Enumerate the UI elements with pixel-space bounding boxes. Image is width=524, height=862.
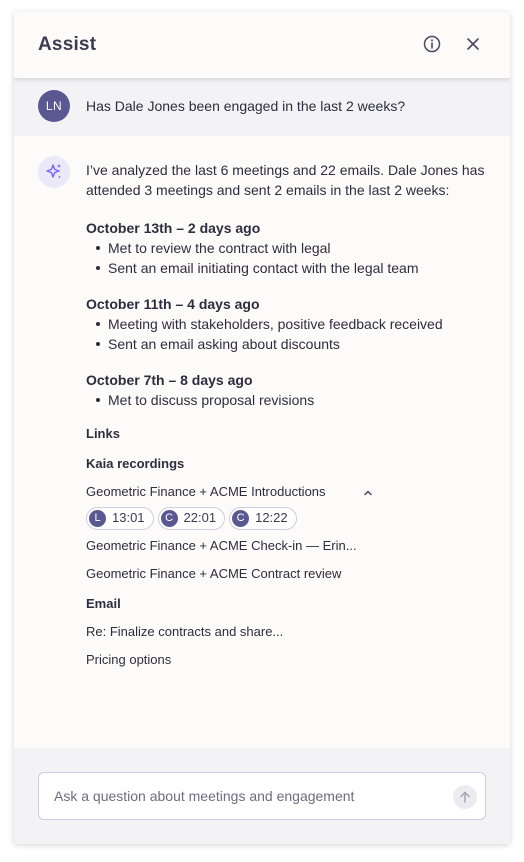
recording-link[interactable]: Geometric Finance + ACME Contract review xyxy=(86,566,342,581)
timestamp: 22:01 xyxy=(183,510,217,525)
timestamp-chip[interactable] xyxy=(158,507,226,530)
collapse-button[interactable] xyxy=(362,478,374,506)
panel-header xyxy=(14,12,510,78)
list-item: Meeting with stakeholders, positive feedback received xyxy=(94,314,486,334)
send-button[interactable] xyxy=(453,785,477,809)
assistant-answer xyxy=(14,136,510,748)
answer-body xyxy=(86,160,486,674)
list-item: Sent an email initiating contact with the legal team xyxy=(94,258,486,278)
bullet-list xyxy=(86,238,486,278)
speaker-badge: L xyxy=(89,510,106,527)
timestamp: 13:01 xyxy=(112,510,145,525)
info-button[interactable] xyxy=(420,32,444,56)
links-heading: Links xyxy=(86,426,120,441)
list-item: Sent an email asking about discounts xyxy=(94,334,486,354)
sparkle-icon xyxy=(44,162,64,182)
date-heading: October 11th – 4 days ago xyxy=(86,296,260,312)
recording-link[interactable]: Geometric Finance + ACME Check-in — Erin... xyxy=(86,538,357,553)
recordings-heading: Kaia recordings xyxy=(86,456,185,471)
speaker-badge: C xyxy=(161,510,178,527)
question-input[interactable] xyxy=(39,773,439,819)
timestamp: 12:22 xyxy=(255,510,288,525)
date-heading: October 7th – 8 days ago xyxy=(86,372,253,388)
recording-link[interactable] xyxy=(86,478,486,506)
answer-intro: I’ve analyzed the last 6 meetings and 22 emails. Dale Jones has attended 3 meetings and sent 2 emails in the last 2 weeks: xyxy=(86,162,485,198)
bullet-list xyxy=(86,390,486,410)
speaker-badge: C xyxy=(232,510,249,527)
question-input-box xyxy=(38,772,486,820)
avatar: LN xyxy=(38,90,70,122)
timestamp-chips xyxy=(86,504,486,532)
email-heading: Email xyxy=(86,596,121,611)
question-text: Has Dale Jones been engaged in the last 2 weeks? xyxy=(86,98,406,114)
date-group xyxy=(86,218,486,278)
arrow-up-icon xyxy=(458,790,472,804)
assistant-avatar xyxy=(38,156,70,188)
chevron-up-icon xyxy=(362,487,374,499)
bullet-list xyxy=(86,314,486,354)
timestamp-chip[interactable] xyxy=(86,507,154,530)
email-link[interactable]: Pricing options xyxy=(86,652,172,667)
panel-title: Assist xyxy=(38,34,97,55)
close-icon xyxy=(465,36,481,52)
user-question xyxy=(14,78,510,136)
assist-panel xyxy=(14,12,510,844)
date-heading: October 13th – 2 days ago xyxy=(86,220,261,236)
close-button[interactable] xyxy=(461,32,485,56)
info-circle-icon xyxy=(422,34,442,54)
recording-title: Geometric Finance + ACME Introductions xyxy=(86,484,326,499)
timestamp-chip[interactable] xyxy=(229,507,297,530)
list-item: Met to review the contract with legal xyxy=(94,238,486,258)
date-group xyxy=(86,370,486,410)
date-group xyxy=(86,294,486,354)
list-item: Met to discuss proposal revisions xyxy=(94,390,486,410)
email-link[interactable]: Re: Finalize contracts and share... xyxy=(86,624,284,639)
composer xyxy=(14,748,510,844)
